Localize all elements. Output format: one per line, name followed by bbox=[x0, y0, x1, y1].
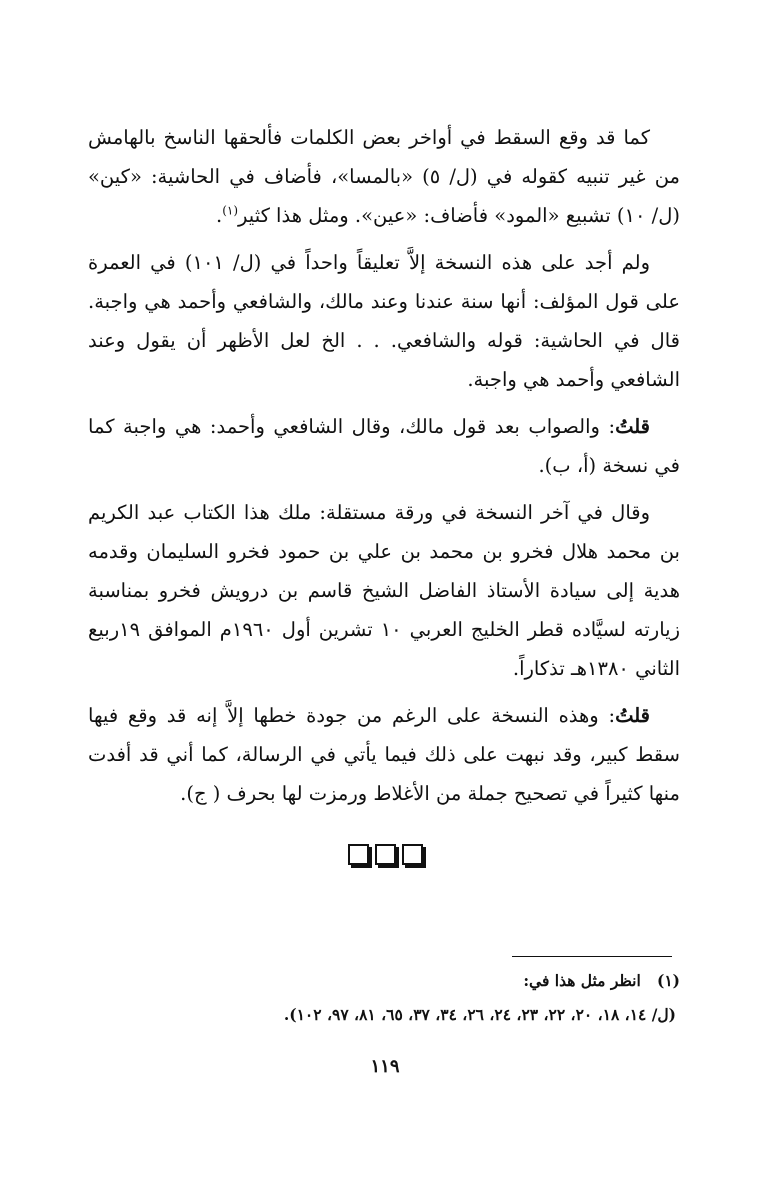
page-number: ١١٩ bbox=[370, 1056, 400, 1077]
footnotes bbox=[88, 964, 680, 1032]
paragraph-3 bbox=[88, 407, 680, 485]
paragraph-5 bbox=[88, 696, 680, 813]
square-ornament-icon bbox=[348, 844, 369, 865]
paragraph-2: ولم أجد على هذه النسخة إلاَّ تعليقاً واحداً في (ل/ ١٠١) في العمرة على قول المؤلف: أنها سنة عندنا وعند مالك، والشافعي وأحمد هي واجبة. قال في الحاشية: قوله والشافعي. . . الخ لعل الأظهر أن يقول وعند الشافعي وأحمد هي واجبة. bbox=[88, 251, 680, 391]
footnote-marker: (١) bbox=[656, 971, 680, 990]
paragraph-4: وقال في آخر النسخة في ورقة مستقلة: ملك هذا الكتاب عبد الكريم بن محمد هلال فخرو بن محمد بن علي بن حمود فخرو السليمان وقدمه هدية إلى سيادة الأستاذ الفاضل الشيخ قاسم بن درويش فخرو بمناسبة زيارته لسيَّاده قطر الخليج العربي ١٠ تشرين أول ١٩٦٠م الموافق ١٩ربيع الثاني ١٣٨٠هـ تذكاراً. bbox=[88, 501, 681, 680]
footnote-divider bbox=[512, 956, 672, 957]
paragraph-1-text: كما قد وقع السقط في أواخر بعض الكلمات فألحقها الناسخ بالهامش من غير تنبيه كقوله في (ل/ ٥) «بالمسا»، فأضاف في الحاشية: «كين» (ل/ ١٠) تشبيع «المود» فأضاف: «عين». ومثل هذا كثير bbox=[88, 126, 680, 227]
section-separator bbox=[0, 844, 770, 869]
paragraph-1-end: . bbox=[216, 204, 223, 227]
paragraph-3-text: : والصواب بعد قول مالك، وقال الشافعي وأحمد: هي واجبة كما في نسخة (أ، ب). bbox=[88, 415, 680, 477]
footnote-1-text: انظر مثل هذا في: bbox=[523, 971, 641, 990]
paragraph-5-label: قلتُ bbox=[615, 704, 650, 727]
paragraph-1 bbox=[88, 118, 680, 235]
paragraph-5-text: : وهذه النسخة على الرغم من جودة خطها إلاَّ إنه قد وقع فيها سقط كبير، وقد نبهت على ذلك فيما يأتي في الرسالة، كما أني قد أفدت منها كثيراً في تصحيح جملة من الأغلاط ورمزت لها بحرف ( ج). bbox=[88, 704, 680, 805]
main-text bbox=[88, 118, 680, 813]
square-ornament-icon bbox=[375, 844, 396, 865]
footnote-reference[interactable]: (١) bbox=[222, 203, 239, 218]
footnote-1-references: (ل/ ١٤، ١٨، ٢٠، ٢٢، ٢٣، ٢٤، ٢٦، ٣٤، ٣٧، ٦٥، ٨١، ٩٧، ١٠٢). bbox=[283, 1005, 676, 1024]
footnote-1 bbox=[88, 964, 680, 998]
paragraph-3-label: قلتُ bbox=[615, 415, 650, 438]
square-ornament-icon bbox=[402, 844, 423, 865]
